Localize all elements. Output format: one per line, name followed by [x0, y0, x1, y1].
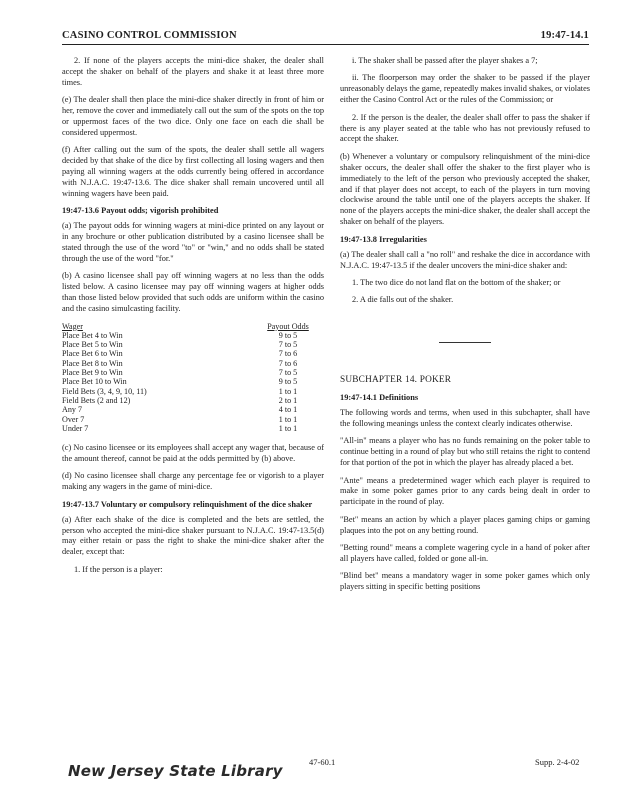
table-row	[62, 387, 319, 396]
paragraph: "Blind bet" means a mandatory wager in some poker games which only players sitting in specific betting positions	[340, 571, 590, 592]
paragraph: "Bet" means an action by which a player places gaming chips or gaming plaques into the pot on any betting round.	[340, 514, 590, 535]
paragraph: 2. If the person is the dealer, the dealer shall offer to pass the shaker if there is any player seated at the table who has not previously refused to accept the shaker.	[340, 112, 590, 144]
table-row	[62, 349, 319, 358]
wager-cell: Place Bet 9 to Win	[62, 368, 123, 378]
section-heading: 19:47-13.8 Irregularities	[340, 234, 427, 244]
table-header-row	[62, 322, 319, 331]
left-column	[62, 56, 324, 582]
paragraph: "Ante" means a predetermined wager which each player is required to make in some poker games prior to any cards being dealt in order to participate in the round of play.	[340, 475, 590, 507]
paragraph: (c) No casino licensee or its employees shall accept any wager that, because of the amount thereof, cannot be paid at the odds permitted by (b) above.	[62, 443, 324, 463]
paragraph: (b) A casino licensee shall pay off winning wagers at no less than the odds listed below. A casino licensee may pay off winning wagers at higher odds than those listed below provided that such odds are uniform within the casino and the casino simulcasting facility.	[62, 271, 324, 314]
subchapter-heading: SUBCHAPTER 14. POKER	[340, 375, 452, 386]
paragraph: 1. The two dice do not land flat on the bottom of the shaker; or	[352, 277, 561, 287]
wager-cell: Place Bet 6 to Win	[62, 349, 123, 359]
section-heading: 19:47-14.1 Definitions	[340, 393, 419, 403]
odds-cell: 1 to 1	[278, 414, 298, 424]
payout-odds-table	[62, 322, 319, 434]
odds-cell: 2 to 1	[278, 395, 298, 405]
odds-cell: 1 to 1	[278, 386, 298, 396]
wager-cell: Place Bet 5 to Win	[62, 340, 123, 350]
paragraph: "All-in" means a player who has no funds remaining on the poker table to continue betting in a round of play but who still retains the right to contend for that portion of the pot in which the player has already placed a bet.	[340, 436, 590, 468]
library-stamp: New Jersey State Library	[68, 762, 283, 780]
wager-cell: Under 7	[62, 423, 89, 433]
header-agency: CASINO CONTROL COMMISSION	[62, 30, 237, 41]
odds-cell: 9 to 5	[278, 330, 298, 340]
paragraph: (a) The dealer shall call a "no roll" and reshake the dice in accordance with N.J.A.C. 19:47-13.5 if the dealer uncovers the mini-dice shaker and:	[340, 249, 590, 270]
paragraph: ii. The floorperson may order the shaker to be passed if the player unreasonably delays the game, repeatedly makes invalid shakes, or violates either the Casino Control Act or the rules of the Commission; or	[340, 73, 590, 105]
wager-cell: Any 7	[62, 405, 83, 415]
page-number: 47-60.1	[309, 757, 336, 767]
odds-cell: 9 to 5	[278, 377, 298, 387]
paragraph: 2. If none of the players accepts the mini-dice shaker, the dealer shall accept the shaker on behalf of the players and shake it at least three more times.	[62, 56, 324, 87]
table-row	[62, 377, 319, 386]
table-row	[62, 331, 319, 340]
supplement-date: Supp. 2-4-02	[535, 757, 580, 767]
section-heading: 19:47-13.7 Voluntary or compulsory relinquishment of the dice shaker	[62, 499, 313, 509]
table-row	[62, 359, 319, 368]
paragraph: (e) The dealer shall then place the mini-dice shaker directly in front of him or her, remove the cover and immediately call out the sum of the spots on the top or uppermost faces of the two dice. Only one face on each die shall be considered uppermost.	[62, 95, 324, 137]
wager-cell: Place Bet 8 to Win	[62, 358, 123, 368]
table-row	[62, 396, 319, 405]
table-row	[62, 415, 319, 424]
wager-cell: Place Bet 4 to Win	[62, 330, 123, 340]
column-header-payout-odds: Payout Odds	[267, 321, 309, 331]
column-header-wager: Wager	[62, 321, 83, 331]
table-row	[62, 424, 319, 433]
wager-cell: Field Bets (2 and 12)	[62, 395, 131, 405]
odds-cell: 4 to 1	[278, 405, 298, 415]
odds-cell: 7 to 6	[278, 358, 298, 368]
paragraph: (d) No casino licensee shall charge any percentage fee or vigorish to a player making any wagers in the game of mini-dice.	[62, 471, 324, 492]
table-row	[62, 368, 319, 377]
odds-cell: 7 to 5	[278, 368, 298, 378]
right-column	[340, 56, 590, 600]
wager-cell: Place Bet 10 to Win	[62, 377, 127, 387]
table-row	[62, 340, 319, 349]
header-section-number: 19:47-14.1	[540, 30, 589, 41]
paragraph: 2. A die falls out of the shaker.	[352, 295, 454, 305]
paragraph: 1. If the person is a player:	[74, 564, 163, 574]
paragraph: "Betting round" means a complete wagering cycle in a hand of poker after all players have called, folded or gone all-in.	[340, 543, 590, 563]
paragraph: i. The shaker shall be passed after the player shakes a 7;	[352, 56, 538, 65]
paragraph: (a) After each shake of the dice is completed and the bets are settled, the person who accepted the mini-dice shaker pursuant to N.J.A.C. 19:47-13.5(d) may either retain or pass the right to shake the mini-dice shaker after the dealer, except that:	[62, 514, 324, 557]
paragraph: The following words and terms, when used in this subchapter, shall have the following meanings unless the context clearly indicates otherwise.	[340, 408, 590, 428]
section-divider	[439, 342, 491, 343]
paragraph: (f) After calling out the sum of the spots, the dealer shall settle all wagers decided by that shake of the dice by first collecting all losing wagers and then paying all winning wagers at the odds currently being offered in accordance with N.J.A.C. 19:47-13.6. The dice shaker shall remain uncovered until all winning wagers have been paid.	[62, 145, 324, 198]
paragraph: (a) The payout odds for winning wagers at mini-dice printed on any layout or in any brochure or other publication distributed by a casino licensee shall be stated through the use of the word "to" or "win," and no odds shall be stated through the use of the word "for."	[62, 221, 324, 263]
wager-cell: Over 7	[62, 414, 85, 424]
wager-cell: Field Bets (3, 4, 9, 10, 11)	[62, 386, 147, 396]
odds-cell: 7 to 6	[278, 349, 298, 359]
odds-cell: 1 to 1	[278, 423, 298, 433]
running-header	[62, 30, 589, 45]
table-row	[62, 405, 319, 414]
odds-cell: 7 to 5	[278, 340, 298, 350]
section-heading: 19:47-13.6 Payout odds; vigorish prohibited	[62, 206, 219, 216]
paragraph: (b) Whenever a voluntary or compulsory relinquishment of the mini-dice shaker occurs, the dealer shall offer the shaker to the first player who is immediately to the left of the person who previously accepted the shaker, and if that player does not accept, to each of the players in turn moving clockwise around the table until one of the players accepts the shaker. If none of the players accepts the mini-dice shaker, the dealer shall accept the shaker on behalf of the players.	[340, 151, 590, 227]
